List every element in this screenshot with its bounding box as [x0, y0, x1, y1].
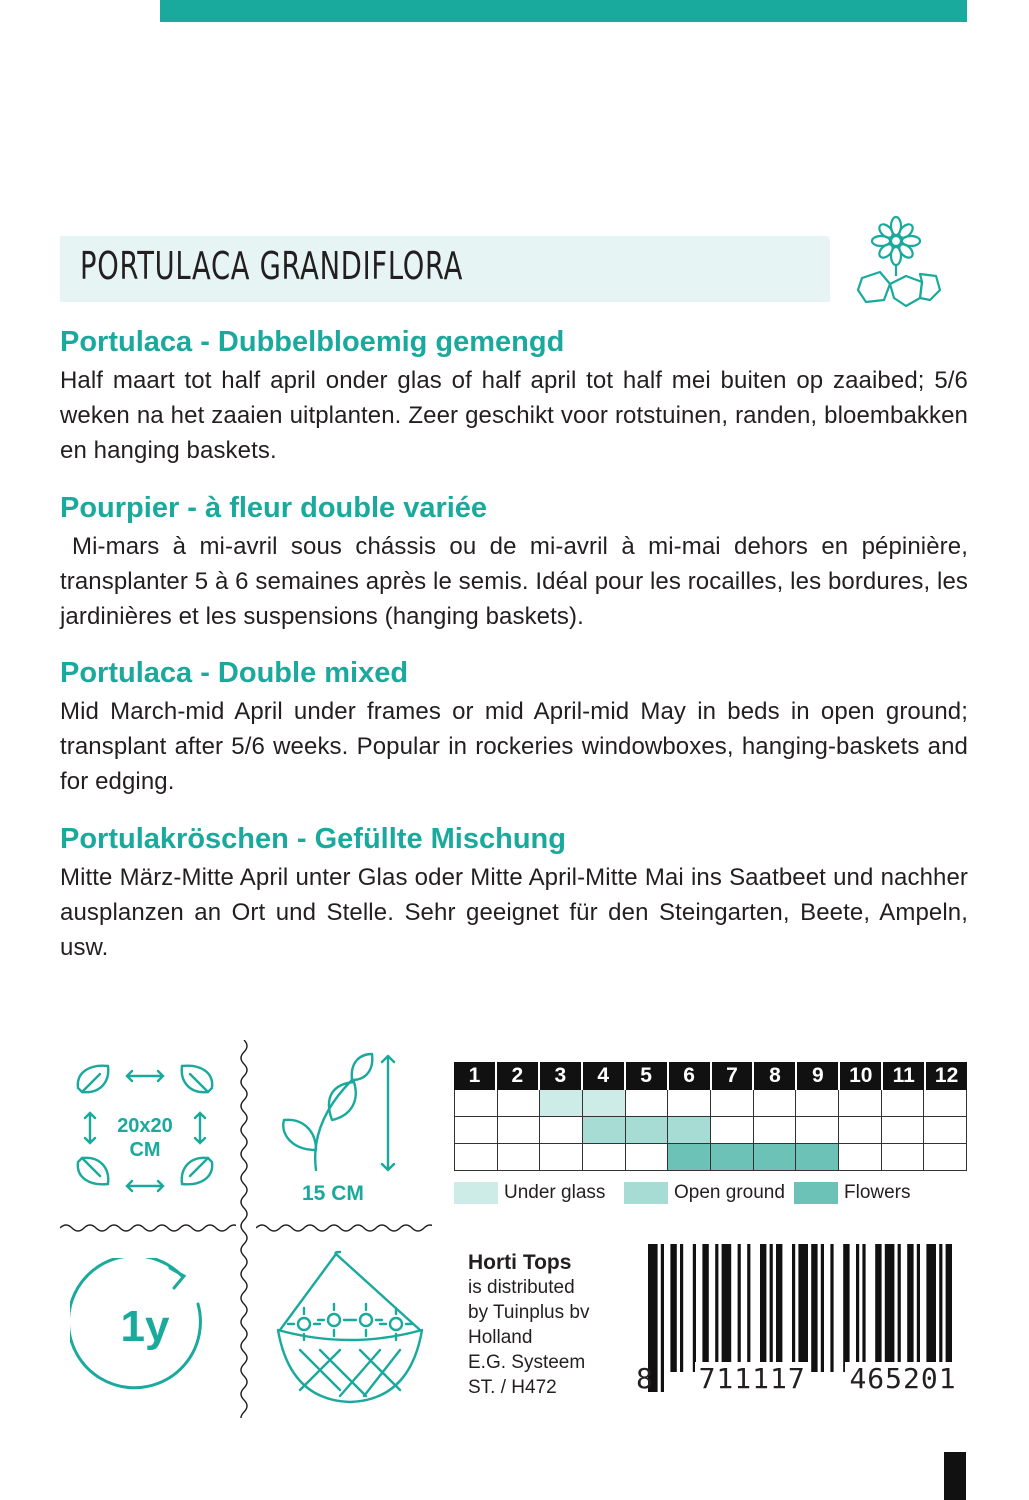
barcode-first-digit: 8: [636, 1362, 653, 1395]
calendar-cell: [796, 1117, 839, 1144]
section-heading: Pourpier - à fleur double variée: [60, 492, 488, 524]
barcode-bar: [792, 1244, 795, 1372]
calendar-cell: [882, 1144, 925, 1171]
barcode-bar: [722, 1244, 732, 1372]
legend-under-glass: [454, 1182, 605, 1204]
calendar-cell: [882, 1117, 925, 1144]
lifecycle-label: 1y: [120, 1302, 170, 1351]
section-french: [60, 492, 968, 634]
section-heading: Portulakröschen - Gefüllte Mischung: [60, 823, 566, 855]
barcode-bar: [747, 1244, 750, 1372]
calendar-cell: [583, 1117, 626, 1144]
barcode-bar: [917, 1244, 920, 1372]
month-label: 3: [540, 1062, 583, 1090]
calendar-row: [454, 1117, 967, 1144]
calendar-cell: [882, 1090, 925, 1117]
spacing-pictogram: [70, 1058, 220, 1208]
barcode-bar: [702, 1244, 708, 1372]
calendar-cell: [498, 1117, 541, 1144]
barcode-bar: [680, 1244, 683, 1372]
legend-swatch: [794, 1182, 838, 1204]
calendar-cell: [455, 1144, 498, 1171]
barcode-bar: [862, 1244, 865, 1372]
barcode-number: [636, 1362, 961, 1395]
distributor-line: is distributed: [468, 1277, 575, 1298]
barcode-bar: [715, 1244, 718, 1372]
top-color-bar: [160, 0, 967, 22]
spacing-label: [106, 1114, 184, 1162]
barcode-bar: [907, 1244, 913, 1372]
distributor-line: by Tuinplus bv: [468, 1302, 590, 1323]
barcode-bar: [926, 1244, 936, 1372]
barcode-bar: [760, 1244, 766, 1372]
calendar-cell: [924, 1090, 967, 1117]
barcode-group: 465201: [845, 1362, 960, 1395]
calendar-cell: [540, 1090, 583, 1117]
barcode-bar: [670, 1244, 676, 1372]
calendar-cell: [668, 1090, 711, 1117]
legend-label: Open ground: [674, 1182, 785, 1203]
calendar-cell: [754, 1144, 797, 1171]
section-text: Mid March-mid April under frames or mid April-mid May in beds in open ground; transplant after 5/6 weeks. Popular in rockeries windowboxes, hanging-baskets and for edging.: [60, 698, 968, 795]
legend-label: Under glass: [504, 1182, 606, 1203]
month-label: 9: [797, 1062, 840, 1090]
section-text: Half maart tot half april onder glas of half april tot half mei buiten op zaaibed; 5/6 weken na het zaaien uitplanten. Zeer geschikt voor rotstuinen, randen, bloembakken en hanging baskets.: [60, 367, 968, 464]
month-label: 6: [669, 1062, 712, 1090]
calendar-cell: [455, 1117, 498, 1144]
section-english: [60, 657, 968, 799]
barcode-bar: [885, 1244, 895, 1372]
month-label: 7: [712, 1062, 755, 1090]
calendar-cell: [583, 1144, 626, 1171]
vertical-divider: [236, 1040, 252, 1418]
legend-label: Flowers: [844, 1182, 911, 1203]
distributor-line: Holland: [468, 1327, 533, 1348]
calendar-row: [454, 1144, 967, 1171]
calendar-cell: [540, 1144, 583, 1171]
calendar-rows: [454, 1090, 967, 1171]
barcode-bar: [856, 1244, 859, 1372]
flower-logo-icon: [850, 212, 946, 316]
month-label: 11: [883, 1062, 926, 1090]
calendar-cell: [498, 1090, 541, 1117]
spacing-unit: CM: [129, 1139, 161, 1161]
horizontal-divider: [256, 1222, 432, 1234]
cut-mark: [944, 1452, 966, 1500]
barcode-bar: [843, 1244, 849, 1372]
month-label: 4: [583, 1062, 626, 1090]
month-label: 12: [934, 1064, 959, 1087]
section-german: [60, 823, 968, 965]
calendar-cell: [754, 1117, 797, 1144]
barcode-bar: [693, 1244, 696, 1372]
barcode-bar: [821, 1244, 824, 1372]
lifecycle-pictogram: [70, 1258, 220, 1408]
calendar-cell: [711, 1090, 754, 1117]
legend-flowers: [794, 1182, 911, 1204]
barcode-bar: [798, 1244, 808, 1372]
barcode-group: 711117: [695, 1362, 810, 1395]
barcode-bar: [770, 1244, 773, 1372]
calendar-row: [454, 1090, 967, 1117]
legend-open-ground: [624, 1182, 785, 1204]
calendar-cell: [668, 1144, 711, 1171]
product-title: PORTULACA GRANDIFLORA: [80, 244, 464, 288]
barcode-bar: [898, 1244, 901, 1372]
distributor-info: [468, 1250, 589, 1400]
calendar-month-header: [454, 1062, 967, 1090]
calendar-cell: [796, 1144, 839, 1171]
distributor-line: E.G. Systeem: [468, 1352, 586, 1373]
distributor-line: ST. / H472: [468, 1377, 557, 1398]
horizontal-divider: [60, 1222, 236, 1234]
calendar-cell: [626, 1090, 669, 1117]
calendar-cell: [711, 1144, 754, 1171]
barcode-bar: [939, 1244, 942, 1372]
calendar-cell: [711, 1117, 754, 1144]
calendar-cell: [626, 1117, 669, 1144]
calendar-cell: [754, 1090, 797, 1117]
section-heading: Portulaca - Double mixed: [60, 657, 409, 689]
height-label: 15 CM: [302, 1182, 364, 1205]
calendar-cell: [839, 1117, 882, 1144]
calendar-cell: [796, 1090, 839, 1117]
calendar-cell: [924, 1144, 967, 1171]
barcode-bar: [946, 1244, 952, 1372]
section-text: Mi-mars à mi-avril sous chássis ou de mi-avril à mi-mai dehors en pépinière, transplanter 5 à 6 semaines après le semis. Idéal pour les rocailles, les bordures, les jardinières et les suspensions (hanging baskets).: [60, 533, 968, 630]
hanging-basket-icon: [270, 1250, 430, 1410]
plant-height-icon: [272, 1050, 412, 1180]
section-heading: Portulaca - Dubbelbloemig gemengd: [60, 326, 565, 358]
legend-swatch: [454, 1182, 498, 1204]
month-label: 10: [840, 1062, 883, 1090]
section-dutch: [60, 326, 968, 468]
barcode-bar: [830, 1244, 833, 1372]
calendar-cell: [839, 1144, 882, 1171]
month-label: 1: [454, 1062, 497, 1090]
calendar-cell: [668, 1117, 711, 1144]
sowing-calendar: [454, 1062, 967, 1171]
calendar-cell: [540, 1117, 583, 1144]
month-label: 2: [497, 1062, 540, 1090]
calendar-cell: [583, 1090, 626, 1117]
calendar-cell: [498, 1144, 541, 1171]
calendar-cell: [626, 1144, 669, 1171]
barcode-bar: [811, 1244, 817, 1372]
calendar-cell: [924, 1117, 967, 1144]
barcode-bar: [738, 1244, 741, 1372]
brand-name: Horti Tops: [468, 1251, 572, 1274]
calendar-cell: [455, 1090, 498, 1117]
legend-swatch: [624, 1182, 668, 1204]
spacing-value: 20x20: [117, 1115, 173, 1137]
month-label: 5: [626, 1062, 669, 1090]
barcode-bar: [776, 1244, 782, 1372]
month-label: 8: [754, 1062, 797, 1090]
section-text: Mitte März-Mitte April unter Glas oder Mitte April-Mitte Mai ins Saatbeet und nachher ausplanzen an Ort und Stelle. Sehr geeignet für den Steingarten, Beete, Ampeln, usw.: [60, 864, 968, 961]
calendar-cell: [839, 1090, 882, 1117]
height-pictogram: [272, 1050, 412, 1210]
